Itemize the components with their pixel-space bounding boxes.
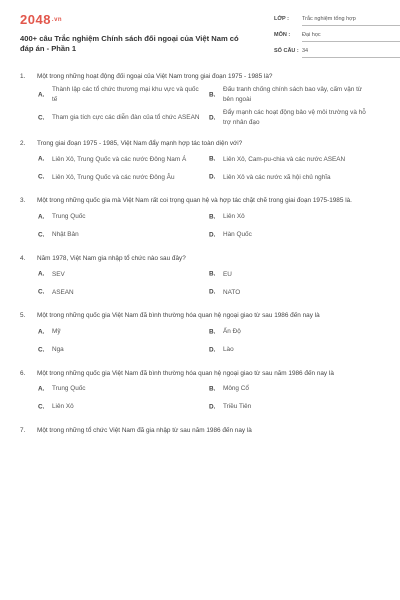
option-text: Mỹ xyxy=(52,327,61,335)
answer-options xyxy=(20,85,380,131)
option-text: Hàn Quốc xyxy=(223,231,252,239)
answer-option[interactable] xyxy=(38,85,209,104)
answer-option[interactable] xyxy=(38,285,209,299)
option-text: Lào xyxy=(223,345,234,353)
question-text: Một trong những quốc gia Việt Nam đã bình thường hóa quan hệ ngoại giao từ sau 1986 đến nay là xyxy=(37,312,320,320)
option-text: EU xyxy=(223,270,232,278)
option-text: Trung Quốc xyxy=(52,213,86,221)
option-letter: B. xyxy=(209,91,216,99)
question-item xyxy=(20,196,380,245)
meta-count-label: SỐ CÂU : xyxy=(274,48,299,54)
option-text: Thành lập các tổ chức thương mại khu vực và quốc tế xyxy=(52,86,199,103)
document-meta xyxy=(274,14,400,62)
question-header xyxy=(20,369,380,378)
option-letter: D. xyxy=(209,345,216,353)
meta-subject-value: Đại học xyxy=(302,32,400,42)
option-text: Đấu tranh chống chính sách bao vây, cấm vận từ bên ngoài xyxy=(223,86,363,103)
meta-subject-label: MÔN : xyxy=(274,32,291,38)
answer-option[interactable] xyxy=(38,343,209,357)
meta-row-class xyxy=(274,14,400,30)
question-item xyxy=(20,311,380,360)
option-text: ASEAN xyxy=(52,288,74,296)
option-text: Liên Xô, Cam-pu-chia và các nước ASEAN xyxy=(223,155,346,163)
option-letter: C. xyxy=(38,113,45,121)
option-letter: B. xyxy=(209,385,216,393)
option-text: Mông Cổ xyxy=(223,385,249,393)
meta-count-value: 34 xyxy=(302,48,400,58)
question-header xyxy=(20,426,380,435)
option-letter: B. xyxy=(209,213,216,221)
answer-option[interactable] xyxy=(209,170,380,184)
brand-name: 2048 xyxy=(20,12,51,27)
question-text: Năm 1978, Việt Nam gia nhập tổ chức nào sau đây? xyxy=(37,254,186,262)
option-text: Đẩy mạnh các hoạt động bảo vệ môi trường và hỗ trợ nhân đạo xyxy=(223,109,366,126)
question-item xyxy=(20,139,380,188)
answer-option[interactable] xyxy=(38,170,209,184)
question-item xyxy=(20,369,380,418)
answer-option[interactable] xyxy=(38,210,209,224)
option-letter: A. xyxy=(38,270,45,278)
option-letter: D. xyxy=(209,113,216,121)
question-header xyxy=(20,311,380,320)
answer-option[interactable] xyxy=(209,152,380,166)
option-letter: D. xyxy=(209,403,216,411)
option-text: Trung Quốc xyxy=(52,385,86,393)
option-text: Nga xyxy=(52,345,64,353)
question-item xyxy=(20,72,380,131)
meta-row-count xyxy=(274,46,400,62)
option-text: Liên Xô và các nước xã hội chủ nghĩa xyxy=(223,173,331,181)
answer-option[interactable] xyxy=(38,267,209,281)
document-title: 400+ câu Trắc nghiệm Chính sách đối ngoại của Việt Nam có đáp án - Phần 1 xyxy=(20,34,239,53)
option-letter: B. xyxy=(209,155,216,163)
option-letter: C. xyxy=(38,173,45,181)
answer-options xyxy=(20,210,380,246)
question-number: 6. xyxy=(20,369,26,377)
answer-option[interactable] xyxy=(38,228,209,242)
answer-option[interactable] xyxy=(209,382,380,396)
document-header xyxy=(20,12,380,64)
answer-options xyxy=(20,382,380,418)
question-text: Một trong những tổ chức Việt Nam đã gia nhập từ sau năm 1986 đến nay là xyxy=(37,427,252,435)
question-number: 7. xyxy=(20,427,26,435)
answer-option[interactable] xyxy=(38,325,209,339)
question-header xyxy=(20,196,380,205)
option-letter: A. xyxy=(38,327,45,335)
question-number: 3. xyxy=(20,197,26,205)
option-text: Nhật Bản xyxy=(52,231,79,239)
option-text: Liên Xô, Trung Quốc và các nước Đông Nam Á xyxy=(52,155,187,163)
question-text: Một trong những quốc gia Việt Nam đã bình thường hóa quan hệ ngoại giao từ sau năm 1986 đến nay là xyxy=(37,369,334,377)
answer-option[interactable] xyxy=(38,382,209,396)
answer-option[interactable] xyxy=(209,285,380,299)
answer-options xyxy=(20,325,380,361)
answer-option[interactable] xyxy=(209,267,380,281)
option-letter: C. xyxy=(38,403,45,411)
answer-option[interactable] xyxy=(209,108,380,127)
meta-class-value: Trắc nghiệm tổng hợp xyxy=(302,16,400,26)
answer-option[interactable] xyxy=(38,108,209,127)
answer-option[interactable] xyxy=(209,210,380,224)
question-number: 1. xyxy=(20,73,26,80)
question-header xyxy=(20,254,380,263)
answer-option[interactable] xyxy=(38,400,209,414)
meta-row-subject xyxy=(274,30,400,46)
option-text: NATO xyxy=(223,288,241,296)
option-letter: C. xyxy=(38,345,45,353)
option-letter: A. xyxy=(38,213,45,221)
answer-option[interactable] xyxy=(38,152,209,166)
answer-option[interactable] xyxy=(209,400,380,414)
option-letter: B. xyxy=(209,270,216,278)
question-header xyxy=(20,72,380,81)
option-letter: A. xyxy=(38,155,45,163)
question-number: 5. xyxy=(20,312,26,320)
meta-class-label: LỚP : xyxy=(274,16,289,22)
question-text: Một trong những hoạt động đối ngoại của Việt Nam trong giai đoạn 1975 - 1985 là? xyxy=(37,73,273,80)
option-letter: D. xyxy=(209,173,216,181)
question-text: Một trong những quốc gia mà Việt Nam rất coi trọng quan hệ và hợp tác chặt chẽ trong giai đoạn 1975-1985 là. xyxy=(37,197,352,205)
option-letter: C. xyxy=(38,231,45,239)
question-header xyxy=(20,139,380,148)
option-text: Ấn Độ xyxy=(223,327,241,335)
answer-option[interactable] xyxy=(209,325,380,339)
option-letter: A. xyxy=(38,91,45,99)
brand-tld: .vn xyxy=(51,17,63,23)
brand-logo[interactable] xyxy=(20,12,62,27)
option-letter: B. xyxy=(209,327,216,335)
question-number: 2. xyxy=(20,140,26,148)
answer-option[interactable] xyxy=(209,228,380,242)
question-list xyxy=(20,72,380,443)
option-letter: D. xyxy=(209,231,216,239)
option-letter: C. xyxy=(38,288,45,296)
question-item xyxy=(20,426,380,435)
option-text: Triều Tiên xyxy=(223,403,252,411)
answer-option[interactable] xyxy=(209,343,380,357)
option-text: Liên Xô, Trung Quốc và các nước Đông Âu xyxy=(52,173,175,181)
option-text: Liên Xô xyxy=(223,213,245,221)
option-text: Liên Xô xyxy=(52,403,74,411)
question-item xyxy=(20,254,380,303)
option-text: SEV xyxy=(52,270,65,278)
question-number: 4. xyxy=(20,254,26,262)
answer-options xyxy=(20,152,380,188)
option-letter: A. xyxy=(38,385,45,393)
answer-option[interactable] xyxy=(209,85,380,104)
option-text: Tham gia tích cực các diễn đàn của tổ chức ASEAN xyxy=(52,113,200,121)
question-text: Trong giai đoạn 1975 - 1985, Việt Nam đẩy mạnh hợp tác toàn diện với? xyxy=(37,140,243,148)
option-letter: D. xyxy=(209,288,216,296)
answer-options xyxy=(20,267,380,303)
